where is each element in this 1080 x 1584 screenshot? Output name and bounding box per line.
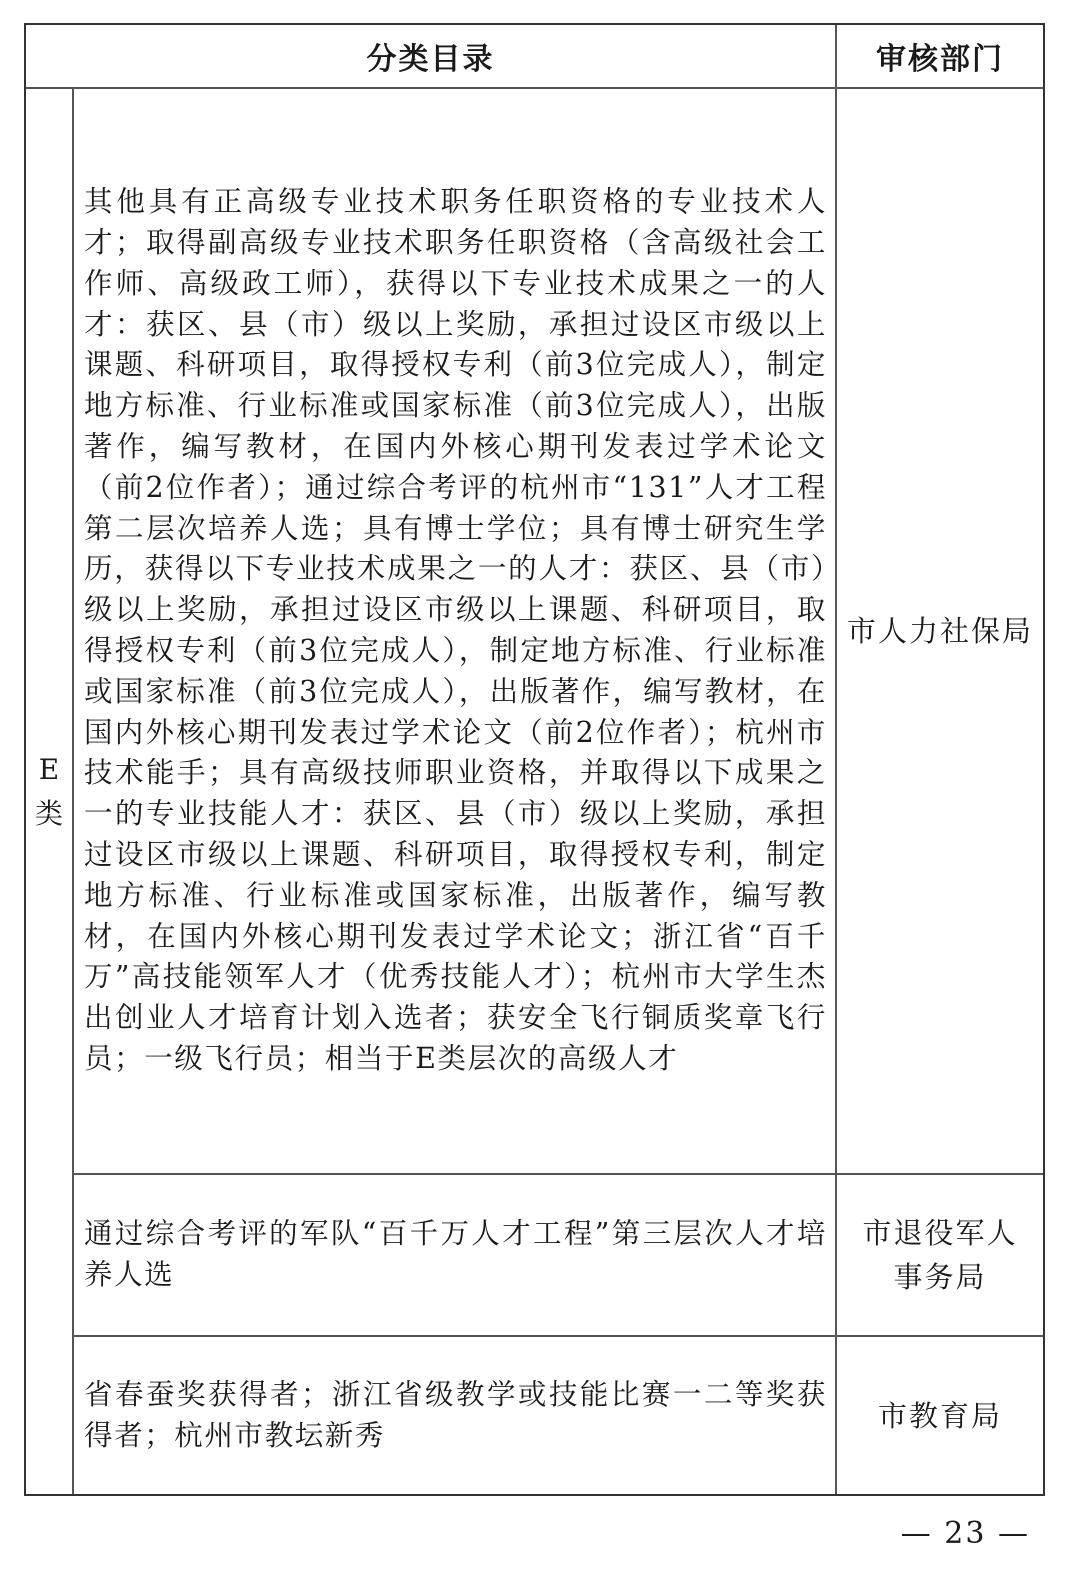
row-2-department-line2: 事务局 xyxy=(893,1260,987,1294)
row-2-department xyxy=(837,1211,1043,1299)
row-3-content: 省春蚕奖获得者；浙江省级教学或技能比赛一二等奖获得者；杭州市教坛新秀 xyxy=(84,1377,827,1452)
header-catalog-cell xyxy=(26,25,835,87)
row-2-department-cell xyxy=(837,1175,1043,1335)
row-2-content-cell xyxy=(74,1175,835,1335)
row-1-content-cell xyxy=(74,89,835,1173)
header-department-cell xyxy=(837,25,1043,87)
catalog-table xyxy=(24,23,1045,1496)
row-3-department-cell xyxy=(837,1337,1043,1494)
row-2-content: 通过综合考评的军队“百千万人才工程”第三层次人才培养人选 xyxy=(84,1217,827,1291)
row-3-department: 市教育局 xyxy=(877,1398,1002,1433)
category-cell xyxy=(26,89,72,1494)
header-department: 审核部门 xyxy=(876,42,1004,77)
row-3-content-cell xyxy=(74,1337,835,1494)
category-suffix: 类 xyxy=(34,796,63,830)
row-1-department-cell xyxy=(837,89,1043,1173)
category-letter: E xyxy=(38,752,60,786)
page-number: — 23 — xyxy=(900,1516,1030,1551)
row-2-department-line1: 市退役军人 xyxy=(862,1216,1018,1250)
row-1-content: 其他具有正高级专业技术职务任职资格的专业技术人才；取得副高级专业技术职务任职资格（含高级社会工作师、高级政工师），获得以下专业技术成果之一的人才：获区、县（市）级以上奖励，承担过设区市级以上课题、科研项目，取得授权专利（前3位完成人），制定地方标准、行业标准或国家标准（前3位完成人），出版著作，编写教材，在国内外核心期刊发表过学术论文（前2位作者）；通过综合考评的杭州市“131”人才工程第二层次培养人选；具有博士学位；具有博士研究生学历，获得以下专业技术成果之一的人才：获区、县（市）级以上奖励，承担过设区市级以上课题、科研项目，取得授权专利（前3位完成人），制定地方标准、行业标准或国家标准（前3位完成人），出版著作，编写教材，在国内外核心期刊发表过学术论文（前2位作者）；杭州市技术能手；具有高级技师职业资格，并取得以下成果之一的专业技能人才：获区、县（市）级以上奖励，承担过设区市级以上课题、科研项目，取得授权专利，制定地方标准、行业标准或国家标准，出版著作，编写教材，在国内外核心期刊发表过学术论文；浙江省“百千万”高技能领军人才（优秀技能人才）；杭州市大学生杰出创业人才培育计划入选者；获安全飞行铜质奖章飞行员；一级飞行员；相当于E类层次的高级人才 xyxy=(84,185,827,1075)
row-1-department: 市人力社保局 xyxy=(846,614,1033,648)
header-catalog: 分类目录 xyxy=(366,42,495,77)
category-label xyxy=(26,748,72,836)
